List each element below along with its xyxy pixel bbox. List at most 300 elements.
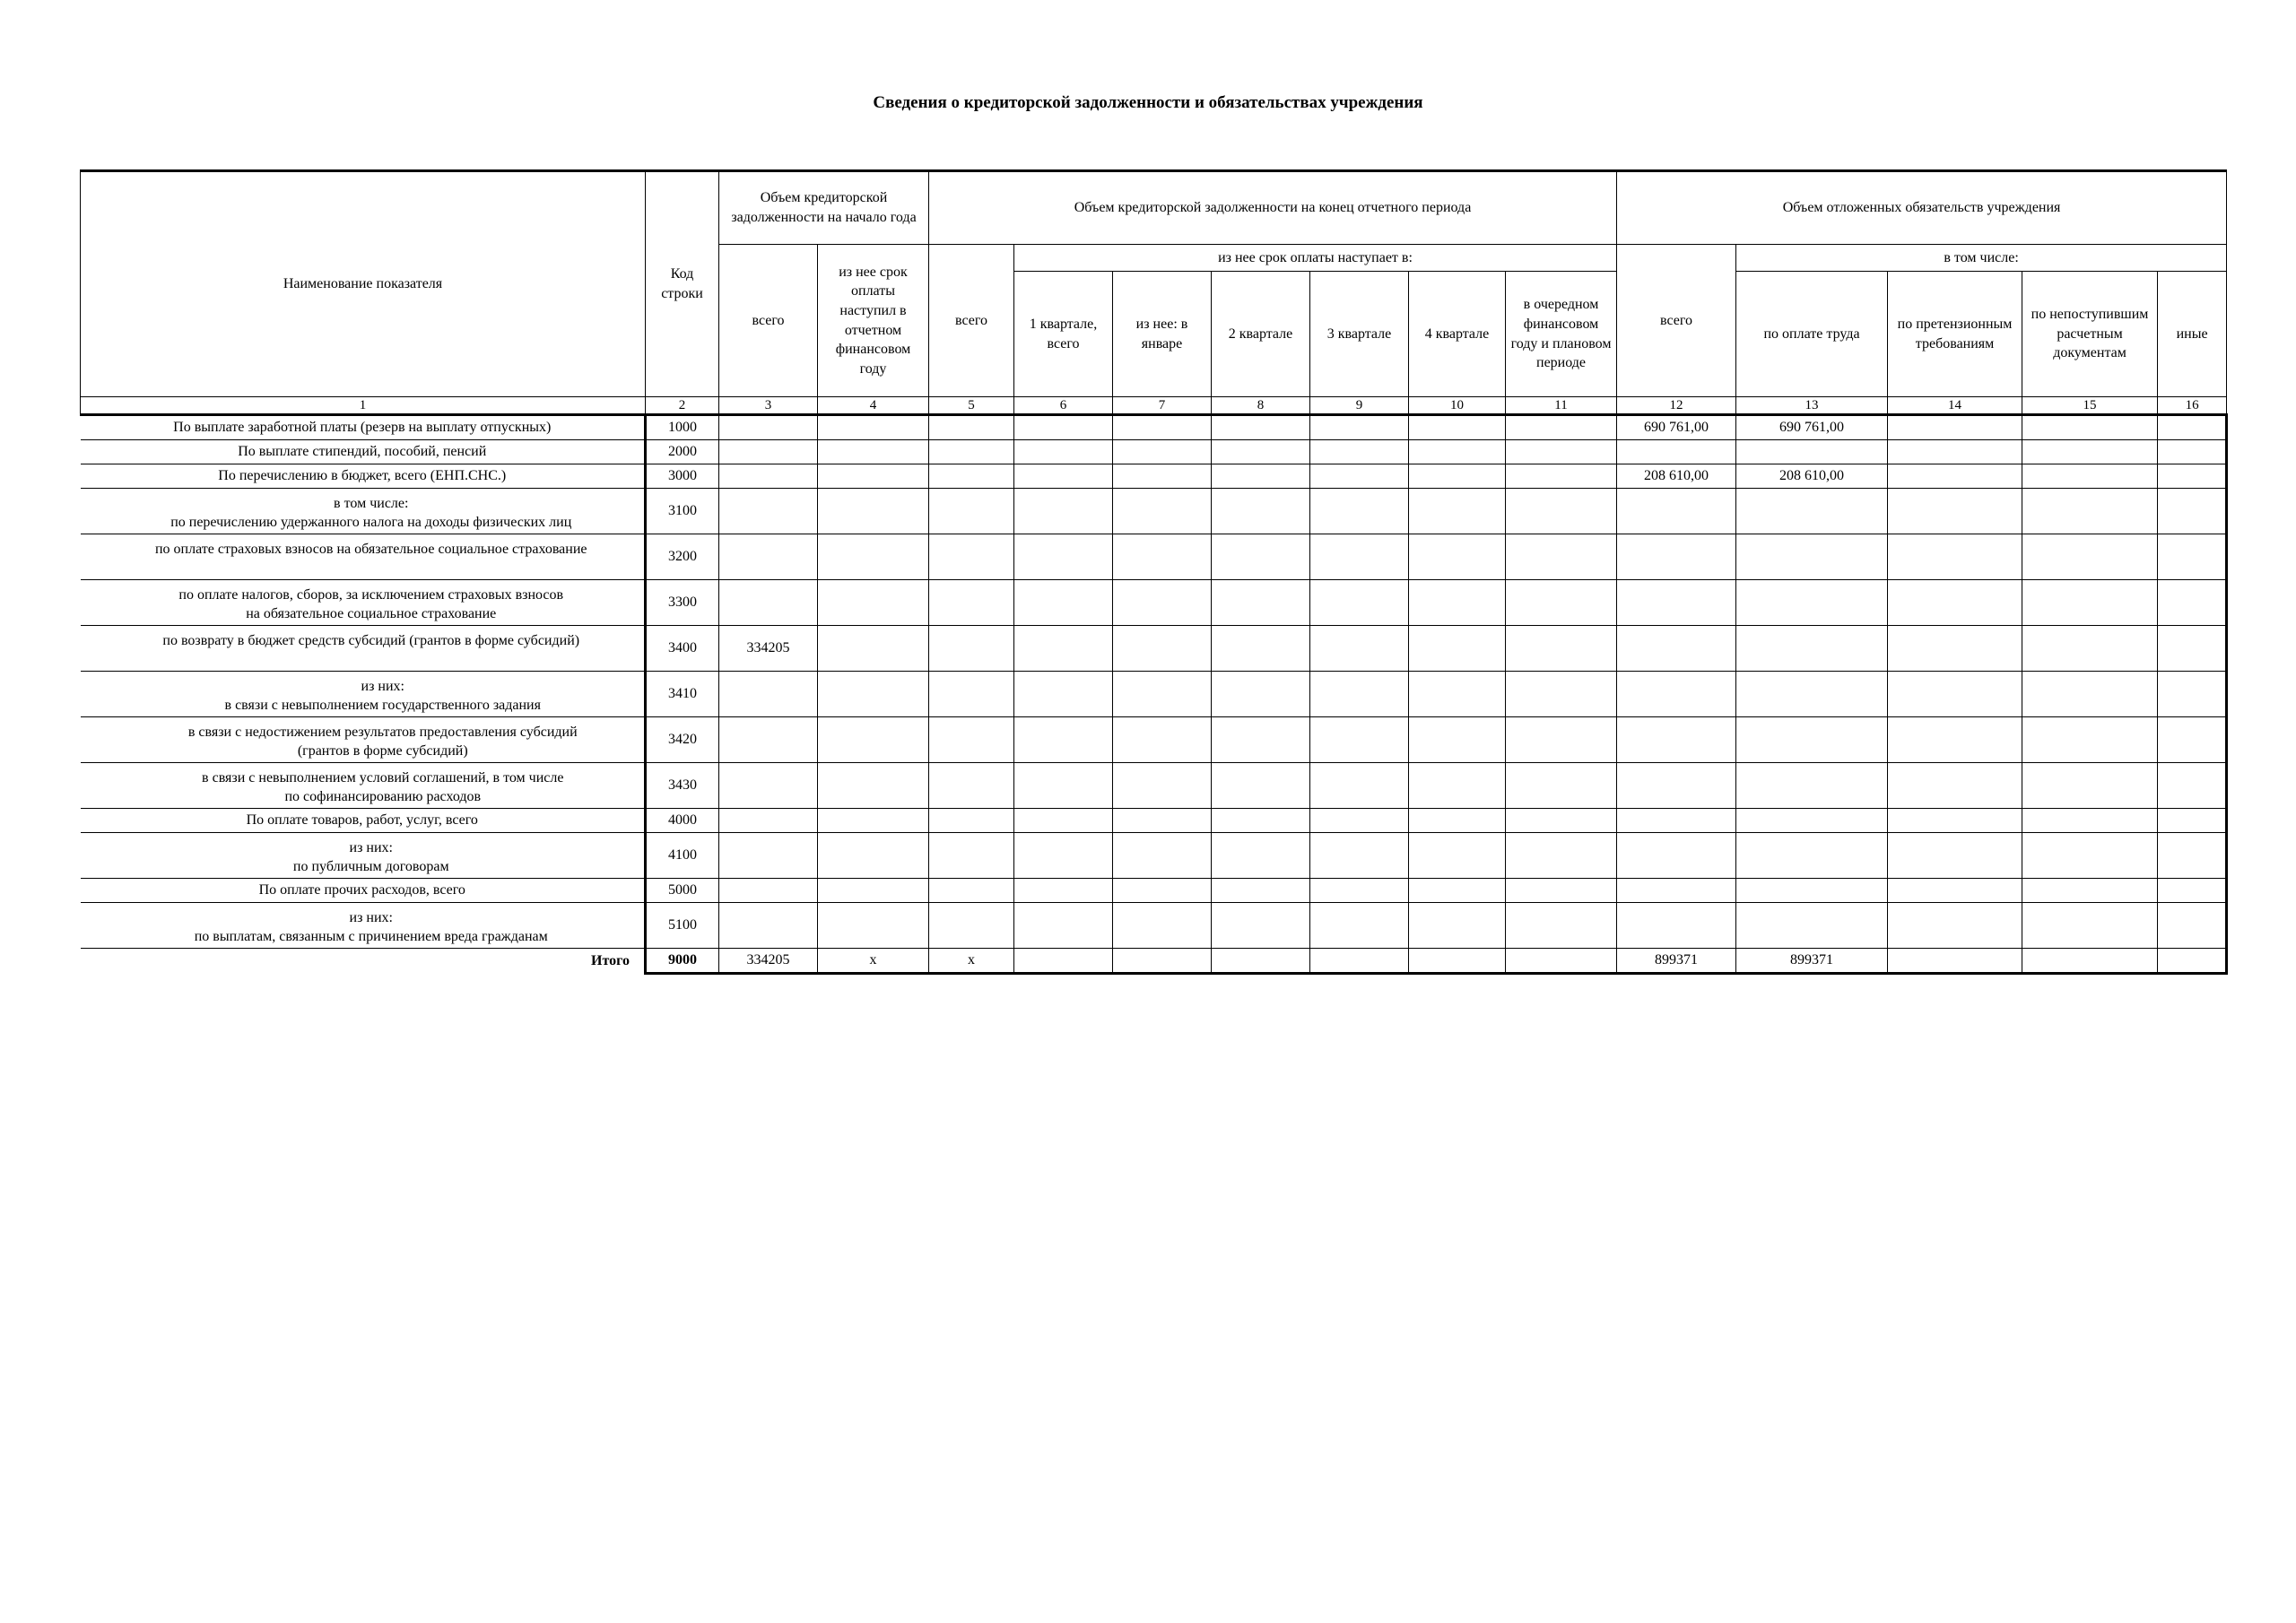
cell-col-16 (2158, 763, 2227, 809)
cell-col-16 (2158, 833, 2227, 879)
cell-col-9 (1310, 464, 1409, 489)
row-name (81, 763, 646, 809)
cell-col-13: 208 610,00 (1736, 464, 1888, 489)
cell-col-8 (1212, 949, 1310, 974)
cell-col-10 (1409, 534, 1506, 580)
column-number: 10 (1409, 397, 1506, 415)
row-name-line: по оплате налогов, сборов, за исключением страховых взносов (178, 586, 564, 603)
cell-col-8 (1212, 903, 1310, 949)
row-name (81, 833, 646, 879)
cell-col-14 (1888, 489, 2022, 534)
cell-col-4 (818, 440, 929, 464)
cell-col-5 (929, 717, 1014, 763)
row-name-line: По перечислению в бюджет, всего (ЕНП.СНС.) (218, 468, 507, 484)
cell-col-11 (1506, 903, 1617, 949)
cell-col-4 (818, 534, 929, 580)
cell-col-12: 899371 (1617, 949, 1736, 974)
table-row (81, 580, 2227, 626)
cell-col-15 (2022, 949, 2158, 974)
cell-col-5 (929, 809, 1014, 833)
cell-col-11 (1506, 809, 1617, 833)
cell-col-10 (1409, 415, 1506, 440)
row-code: 3410 (646, 672, 719, 717)
row-name (81, 415, 646, 440)
row-name-line: По оплате товаров, работ, услуг, всего (246, 812, 478, 829)
header-end-total: всего (929, 245, 1014, 397)
cell-col-14 (1888, 717, 2022, 763)
header-name: Наименование показателя (81, 171, 646, 397)
cell-col-12 (1617, 879, 1736, 903)
cell-col-9 (1310, 809, 1409, 833)
cell-col-12 (1617, 833, 1736, 879)
cell-col-6 (1014, 580, 1113, 626)
cell-col-10 (1409, 626, 1506, 672)
row-name-line: в том числе: (334, 495, 409, 511)
cell-col-7 (1113, 763, 1212, 809)
cell-col-15 (2022, 489, 2158, 534)
row-code: 4100 (646, 833, 719, 879)
cell-col-9 (1310, 580, 1409, 626)
cell-col-11 (1506, 879, 1617, 903)
cell-col-3 (719, 489, 818, 534)
cell-col-11 (1506, 763, 1617, 809)
creditor-debt-table (80, 169, 2228, 975)
cell-col-16 (2158, 903, 2227, 949)
cell-col-15 (2022, 763, 2158, 809)
column-number: 16 (2158, 397, 2227, 415)
cell-col-10 (1409, 489, 1506, 534)
cell-col-10 (1409, 672, 1506, 717)
cell-col-7 (1113, 534, 1212, 580)
cell-col-7 (1113, 833, 1212, 879)
cell-col-3 (719, 809, 818, 833)
cell-col-6 (1014, 879, 1113, 903)
cell-col-4 (818, 809, 929, 833)
cell-col-10 (1409, 717, 1506, 763)
cell-col-13 (1736, 440, 1888, 464)
header-deferred-incl: в том числе: (1736, 245, 2227, 272)
row-code: 3400 (646, 626, 719, 672)
cell-col-16 (2158, 580, 2227, 626)
cell-col-4 (818, 717, 929, 763)
cell-col-5 (929, 763, 1014, 809)
cell-col-12 (1617, 717, 1736, 763)
cell-col-7 (1113, 879, 1212, 903)
cell-col-11 (1506, 464, 1617, 489)
cell-col-6 (1014, 763, 1113, 809)
cell-col-6 (1014, 903, 1113, 949)
row-code: 3100 (646, 489, 719, 534)
header-labor: по оплате труда (1736, 272, 1888, 397)
cell-col-8 (1212, 580, 1310, 626)
row-code: 3430 (646, 763, 719, 809)
table-row (81, 879, 2227, 903)
cell-col-6 (1014, 626, 1113, 672)
cell-col-4 (818, 580, 929, 626)
column-number: 9 (1310, 397, 1409, 415)
cell-col-14 (1888, 580, 2022, 626)
cell-col-7 (1113, 440, 1212, 464)
cell-col-13 (1736, 879, 1888, 903)
header-code: Код строки (646, 171, 719, 397)
cell-col-13 (1736, 534, 1888, 580)
column-number: 4 (818, 397, 929, 415)
cell-col-13 (1736, 809, 1888, 833)
cell-col-4 (818, 879, 929, 903)
row-name-line: в связи с невыполнением условий соглашений, в том числе (202, 769, 564, 785)
cell-col-14 (1888, 626, 2022, 672)
row-name-line: в связи с недостижением результатов предоставления субсидий (187, 724, 578, 740)
header-deferred-group: Объем отложенных обязательств учреждения (1617, 171, 2227, 245)
cell-col-9 (1310, 903, 1409, 949)
cell-col-4: x (818, 949, 929, 974)
cell-col-10 (1409, 580, 1506, 626)
row-name (81, 903, 646, 949)
row-name (81, 440, 646, 464)
cell-col-4 (818, 489, 929, 534)
cell-col-11 (1506, 833, 1617, 879)
cell-col-14 (1888, 763, 2022, 809)
cell-col-5 (929, 489, 1014, 534)
cell-col-4 (818, 672, 929, 717)
cell-col-7 (1113, 626, 1212, 672)
cell-col-9 (1310, 489, 1409, 534)
cell-col-9 (1310, 440, 1409, 464)
column-numbers-row (81, 397, 2227, 415)
cell-col-12: 208 610,00 (1617, 464, 1736, 489)
cell-col-7 (1113, 903, 1212, 949)
column-number: 14 (1888, 397, 2022, 415)
cell-col-13 (1736, 763, 1888, 809)
cell-col-6 (1014, 809, 1113, 833)
cell-col-5: x (929, 949, 1014, 974)
cell-col-3 (719, 879, 818, 903)
cell-col-14 (1888, 534, 2022, 580)
table-row (81, 763, 2227, 809)
cell-col-10 (1409, 833, 1506, 879)
cell-col-16 (2158, 489, 2227, 534)
cell-col-12 (1617, 903, 1736, 949)
cell-col-10 (1409, 809, 1506, 833)
cell-col-16 (2158, 879, 2227, 903)
cell-col-5 (929, 903, 1014, 949)
cell-col-11 (1506, 717, 1617, 763)
row-name-line: по выплатам, связанным с причинением вреда гражданам (194, 929, 548, 945)
cell-col-7 (1113, 717, 1212, 763)
cell-col-4 (818, 903, 929, 949)
row-name: Итого (81, 949, 646, 974)
cell-col-7 (1113, 949, 1212, 974)
cell-col-3 (719, 903, 818, 949)
cell-col-3 (719, 672, 818, 717)
cell-col-4 (818, 833, 929, 879)
cell-col-5 (929, 879, 1014, 903)
cell-col-12: 690 761,00 (1617, 415, 1736, 440)
cell-col-11 (1506, 580, 1617, 626)
cell-col-8 (1212, 626, 1310, 672)
table-row (81, 809, 2227, 833)
cell-col-16 (2158, 809, 2227, 833)
table-row (81, 626, 2227, 672)
cell-col-8 (1212, 809, 1310, 833)
cell-col-9 (1310, 672, 1409, 717)
row-name (81, 809, 646, 833)
row-name-line: по публичным договорам (292, 859, 449, 875)
cell-col-16 (2158, 717, 2227, 763)
cell-col-13 (1736, 903, 1888, 949)
cell-col-13 (1736, 672, 1888, 717)
cell-col-13: 899371 (1736, 949, 1888, 974)
header-start-group: Объем кредиторской задолженности на начало года (719, 171, 929, 245)
row-name-line: По выплате заработной платы (резерв на выплату отпускных) (173, 420, 552, 436)
header-end-due-group: из нее срок оплаты наступает в: (1014, 245, 1617, 272)
cell-col-7 (1113, 809, 1212, 833)
header-claims: по претензионным требованиям (1888, 272, 2022, 397)
row-name-line: из них: (349, 909, 393, 925)
cell-col-6 (1014, 415, 1113, 440)
cell-col-16 (2158, 672, 2227, 717)
cell-col-10 (1409, 464, 1506, 489)
cell-col-9 (1310, 415, 1409, 440)
cell-col-5 (929, 672, 1014, 717)
cell-col-8 (1212, 464, 1310, 489)
cell-col-7 (1113, 580, 1212, 626)
cell-col-15 (2022, 534, 2158, 580)
header-start-due: из нее срок оплаты наступил в отчетном финансовом году (818, 245, 929, 397)
row-name (81, 717, 646, 763)
row-code: 3420 (646, 717, 719, 763)
cell-col-12 (1617, 672, 1736, 717)
cell-col-6 (1014, 833, 1113, 879)
row-name-line: из них: (361, 678, 404, 694)
cell-col-13 (1736, 833, 1888, 879)
cell-col-8 (1212, 440, 1310, 464)
cell-col-9 (1310, 534, 1409, 580)
cell-col-15 (2022, 903, 2158, 949)
total-row (81, 949, 2227, 974)
cell-col-3: 334205 (719, 949, 818, 974)
cell-col-8 (1212, 534, 1310, 580)
column-number: 6 (1014, 397, 1113, 415)
table-row (81, 903, 2227, 949)
cell-col-7 (1113, 672, 1212, 717)
cell-col-10 (1409, 440, 1506, 464)
header-start-total: всего (719, 245, 818, 397)
row-code: 5100 (646, 903, 719, 949)
cell-col-16 (2158, 440, 2227, 464)
column-number: 7 (1113, 397, 1212, 415)
row-name-line: из них: (349, 839, 393, 855)
row-name-line: в связи с невыполнением государственного задания (224, 698, 541, 714)
table-row (81, 833, 2227, 879)
header-docs: по непоступившим расчетным документам (2022, 272, 2158, 397)
row-name-line (102, 559, 641, 578)
cell-col-8 (1212, 879, 1310, 903)
row-code: 5000 (646, 879, 719, 903)
column-number: 15 (2022, 397, 2158, 415)
row-code: 2000 (646, 440, 719, 464)
row-name-line (102, 650, 641, 670)
header-deferred-total: всего (1617, 245, 1736, 397)
cell-col-13 (1736, 717, 1888, 763)
cell-col-15 (2022, 464, 2158, 489)
cell-col-14 (1888, 672, 2022, 717)
header-end-group: Объем кредиторской задолженности на конец отчетного периода (929, 171, 1617, 245)
cell-col-15 (2022, 440, 2158, 464)
cell-col-10 (1409, 949, 1506, 974)
cell-col-11 (1506, 489, 1617, 534)
cell-col-15 (2022, 626, 2158, 672)
cell-col-12 (1617, 440, 1736, 464)
report-title: Сведения о кредиторской задолженности и обязательствах учреждения (873, 93, 1423, 112)
cell-col-8 (1212, 672, 1310, 717)
cell-col-12 (1617, 580, 1736, 626)
cell-col-10 (1409, 763, 1506, 809)
header-next: в очередном финансовом году и плановом периоде (1506, 272, 1617, 397)
cell-col-3 (719, 534, 818, 580)
cell-col-13: 690 761,00 (1736, 415, 1888, 440)
row-name-line: По оплате прочих расходов, всего (258, 882, 465, 898)
cell-col-6 (1014, 440, 1113, 464)
table-row (81, 464, 2227, 489)
row-code: 3300 (646, 580, 719, 626)
cell-col-15 (2022, 717, 2158, 763)
row-name-line: По выплате стипендий, пособий, пенсий (238, 444, 487, 460)
cell-col-11 (1506, 672, 1617, 717)
cell-col-16 (2158, 415, 2227, 440)
row-name-line: (грантов в форме субсидий) (297, 743, 468, 759)
row-code: 3200 (646, 534, 719, 580)
cell-col-16 (2158, 626, 2227, 672)
header-other: иные (2158, 272, 2227, 397)
cell-col-3 (719, 763, 818, 809)
cell-col-6 (1014, 489, 1113, 534)
cell-col-15 (2022, 879, 2158, 903)
cell-col-7 (1113, 489, 1212, 534)
cell-col-5 (929, 580, 1014, 626)
cell-col-5 (929, 626, 1014, 672)
cell-col-5 (929, 534, 1014, 580)
row-name-line: на обязательное социальное страхование (246, 606, 497, 622)
cell-col-12 (1617, 763, 1736, 809)
header-q2: 2 квартале (1212, 272, 1310, 397)
row-name-line: по возврату в бюджет средств субсидий (грантов в форме субсидий) (162, 632, 580, 648)
row-name-line: по софинансированию расходов (284, 789, 482, 805)
cell-col-15 (2022, 415, 2158, 440)
row-name (81, 534, 646, 580)
cell-col-14 (1888, 415, 2022, 440)
row-name (81, 879, 646, 903)
row-name-line: по оплате страховых взносов на обязательное социальное страхование (154, 541, 587, 557)
cell-col-14 (1888, 903, 2022, 949)
cell-col-14 (1888, 464, 2022, 489)
cell-col-4 (818, 763, 929, 809)
cell-col-3 (719, 580, 818, 626)
column-number: 13 (1736, 397, 1888, 415)
cell-col-14 (1888, 949, 2022, 974)
cell-col-6 (1014, 949, 1113, 974)
row-code: 9000 (646, 949, 719, 974)
cell-col-11 (1506, 949, 1617, 974)
cell-col-9 (1310, 763, 1409, 809)
cell-col-3 (719, 440, 818, 464)
row-name (81, 580, 646, 626)
cell-col-6 (1014, 534, 1113, 580)
table-row (81, 534, 2227, 580)
cell-col-3 (719, 415, 818, 440)
cell-col-12 (1617, 809, 1736, 833)
cell-col-9 (1310, 879, 1409, 903)
cell-col-6 (1014, 717, 1113, 763)
cell-col-13 (1736, 489, 1888, 534)
cell-col-9 (1310, 833, 1409, 879)
cell-col-5 (929, 464, 1014, 489)
cell-col-15 (2022, 833, 2158, 879)
cell-col-6 (1014, 464, 1113, 489)
cell-col-3 (719, 464, 818, 489)
cell-col-15 (2022, 672, 2158, 717)
table-row (81, 415, 2227, 440)
cell-col-8 (1212, 763, 1310, 809)
cell-col-10 (1409, 879, 1506, 903)
cell-col-15 (2022, 809, 2158, 833)
cell-col-16 (2158, 464, 2227, 489)
column-number: 5 (929, 397, 1014, 415)
table-row (81, 717, 2227, 763)
row-code: 1000 (646, 415, 719, 440)
cell-col-11 (1506, 626, 1617, 672)
table-row (81, 440, 2227, 464)
cell-col-9 (1310, 626, 1409, 672)
cell-col-8 (1212, 833, 1310, 879)
column-number: 8 (1212, 397, 1310, 415)
cell-col-14 (1888, 809, 2022, 833)
header-jan: из нее: в январе (1113, 272, 1212, 397)
cell-col-5 (929, 833, 1014, 879)
row-name (81, 672, 646, 717)
header-q3: 3 квартале (1310, 272, 1409, 397)
header-q1: 1 квартале, всего (1014, 272, 1113, 397)
cell-col-14 (1888, 879, 2022, 903)
cell-col-16 (2158, 534, 2227, 580)
cell-col-9 (1310, 717, 1409, 763)
column-number: 3 (719, 397, 818, 415)
cell-col-4 (818, 464, 929, 489)
table-row (81, 672, 2227, 717)
cell-col-8 (1212, 717, 1310, 763)
cell-col-3 (719, 833, 818, 879)
table-row (81, 489, 2227, 534)
row-name-line: по перечислению удержанного налога на доходы физических лиц (170, 515, 572, 531)
cell-col-3: 334205 (719, 626, 818, 672)
cell-col-12 (1617, 534, 1736, 580)
cell-col-11 (1506, 440, 1617, 464)
cell-col-12 (1617, 626, 1736, 672)
column-number: 12 (1617, 397, 1736, 415)
cell-col-5 (929, 415, 1014, 440)
cell-col-6 (1014, 672, 1113, 717)
column-number: 2 (646, 397, 719, 415)
header-q4: 4 квартале (1409, 272, 1506, 397)
cell-col-16 (2158, 949, 2227, 974)
cell-col-15 (2022, 580, 2158, 626)
column-number: 11 (1506, 397, 1617, 415)
cell-col-7 (1113, 464, 1212, 489)
cell-col-14 (1888, 440, 2022, 464)
cell-col-11 (1506, 415, 1617, 440)
cell-col-7 (1113, 415, 1212, 440)
cell-col-9 (1310, 949, 1409, 974)
